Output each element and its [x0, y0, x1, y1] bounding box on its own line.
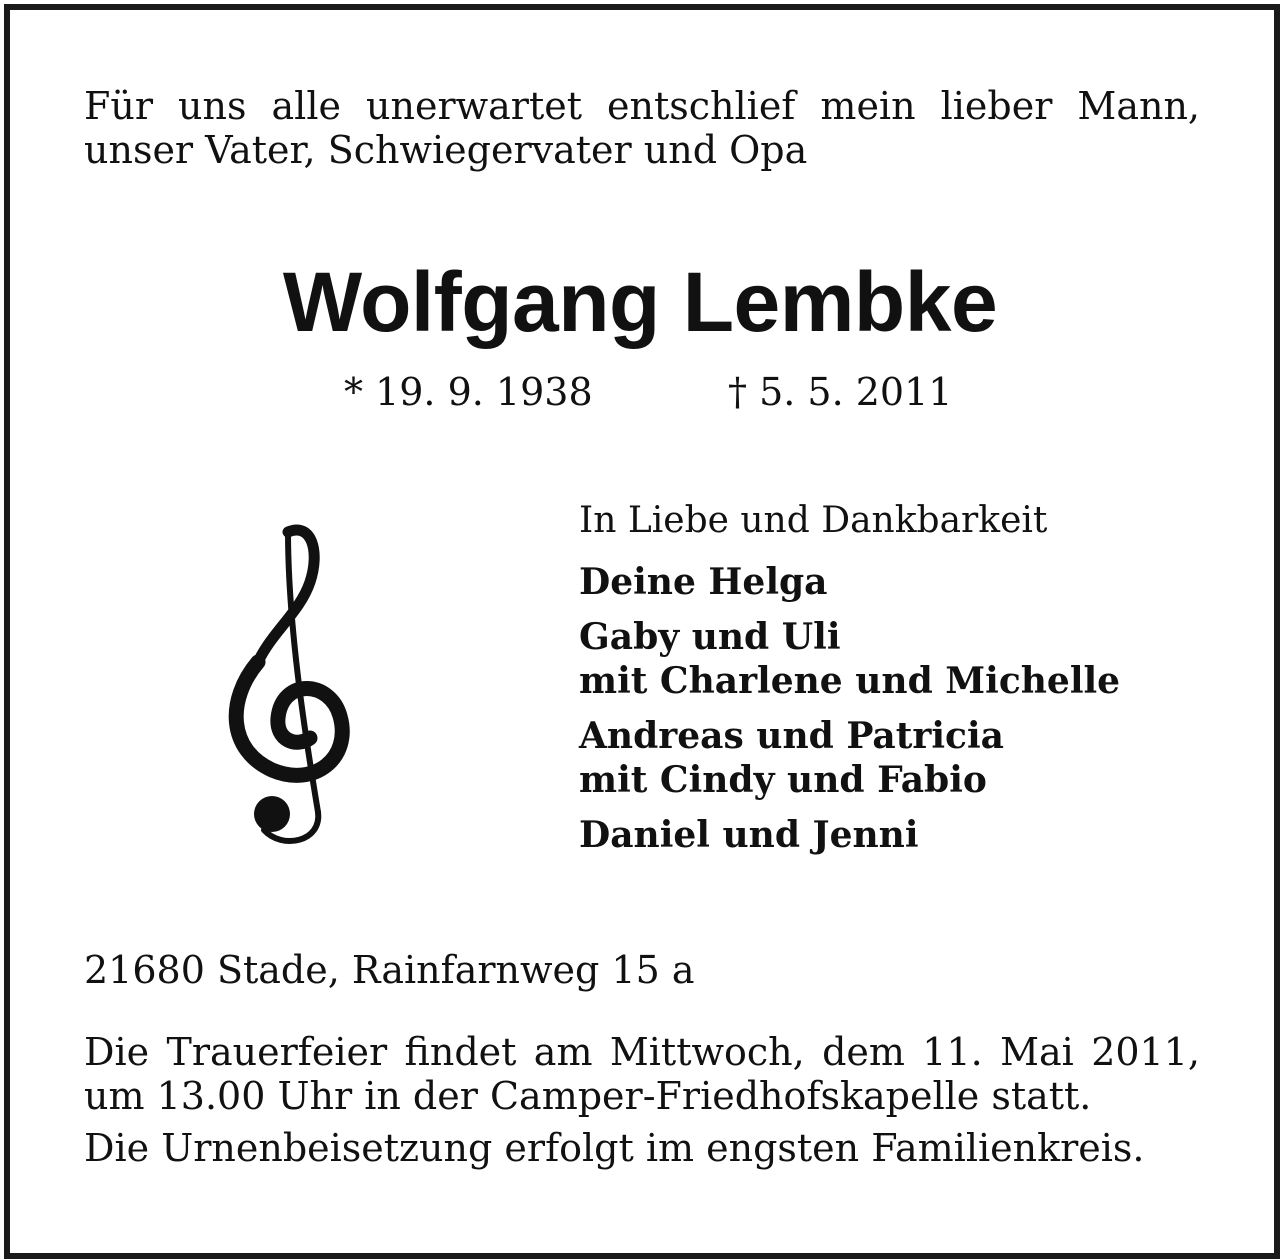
- intro-text: [84, 84, 1200, 172]
- family-list: [579, 496, 1239, 868]
- family-line: Deine Helga: [579, 561, 828, 603]
- family-line: Daniel und Jenni: [579, 814, 919, 856]
- family-line: Andreas und Patricia: [579, 715, 1004, 757]
- service-line-1: Die Trauerfeier findet am Mittwoch, dem 11. Mai 2011,: [84, 1030, 1200, 1074]
- family-group: [579, 714, 1239, 802]
- family-line: mit Charlene und Michelle: [579, 660, 1121, 702]
- death-date: † 5. 5. 2011: [728, 370, 953, 414]
- service-line-2: um 13.00 Uhr in der Camper-Friedhofskapelle statt.: [84, 1074, 1092, 1118]
- funeral-service-info: [84, 1030, 1200, 1118]
- birth-date: * 19. 9. 1938: [344, 370, 593, 414]
- family-line: Gaby und Uli: [579, 616, 841, 658]
- intro-line-1: Für uns alle unerwartet entschlief mein lieber Mann,: [84, 84, 1200, 128]
- urn-burial-note: Die Urnenbeisetzung erfolgt im engsten Familienkreis.: [84, 1126, 1145, 1170]
- family-group: [579, 615, 1239, 703]
- intro-line-2: unser Vater, Schwiegervater und Opa: [84, 128, 808, 172]
- deceased-name: Wolfgang Lembke: [282, 255, 998, 349]
- family-address: 21680 Stade, Rainfarnweg 15 a: [84, 948, 695, 992]
- family-regards: In Liebe und Dankbarkeit: [579, 500, 1048, 541]
- family-group: [579, 560, 1239, 604]
- treble-clef-icon: [222, 512, 358, 852]
- family-group: [579, 813, 1239, 857]
- family-line: mit Cindy und Fabio: [579, 759, 987, 801]
